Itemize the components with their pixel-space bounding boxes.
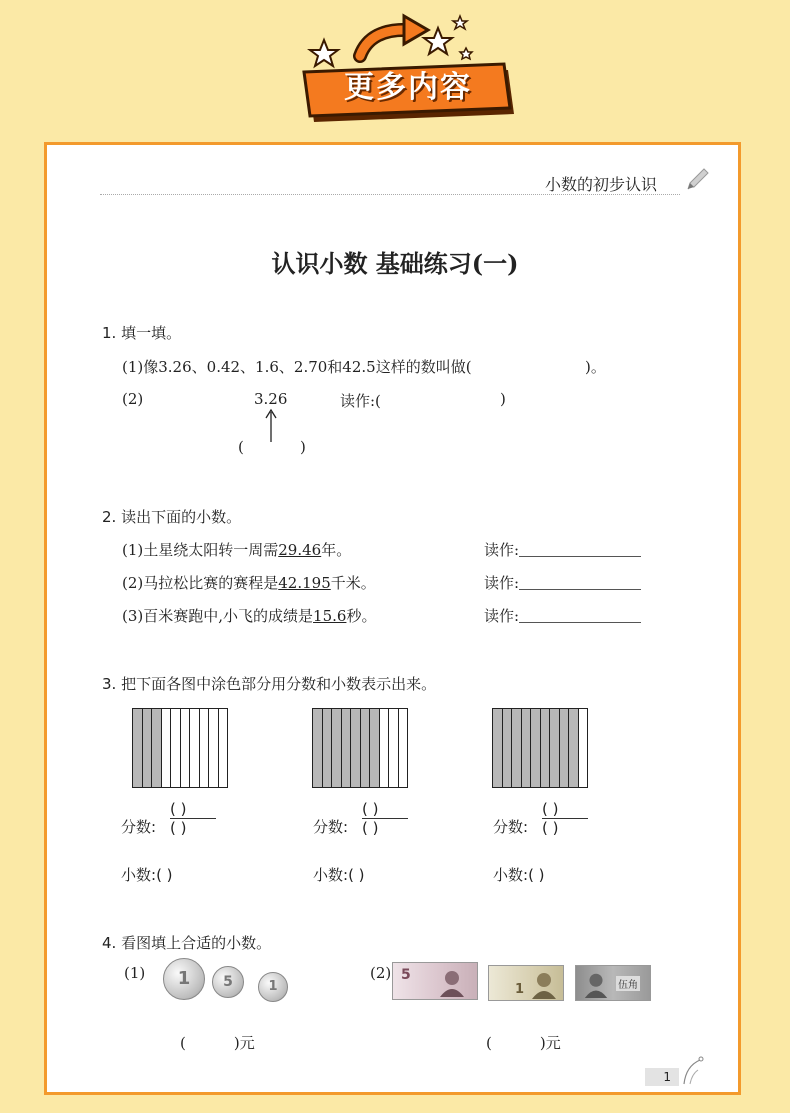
blank-strip [389,709,399,787]
question-4-label: 4. 看图填上合适的小数。 [102,934,272,952]
shaded-strip [133,709,143,787]
shaded-strip [143,709,153,787]
decimal-answer-1[interactable]: 小数:( ) [121,866,173,884]
page-swirl-icon [680,1054,706,1086]
blank-strip [171,709,181,787]
shaded-strip [560,709,570,787]
q1-part2-number: (2) [122,390,144,408]
q1-part2-read-label: 读作:( [340,392,381,410]
pencil-icon [684,165,710,191]
q2-item-2-read[interactable]: 读作: [484,572,641,593]
blank-strip [181,709,191,787]
q1-part1-end: )。 [585,358,606,376]
shaded-strip [332,709,342,787]
shaded-strip [541,709,551,787]
blank-strip [200,709,210,787]
decimal-answer-3[interactable]: 小数:( ) [493,866,545,884]
q2-item-1-read[interactable]: 读作: [484,539,641,560]
fraction-label-2: 分数: [313,818,349,836]
shaded-strip [323,709,333,787]
coin-five-jiao: 5 [212,966,244,998]
shaded-strip [370,709,380,787]
blank-strip [399,709,409,787]
shaded-strip [531,709,541,787]
question-3-label: 3. 把下面各图中涂色部分用分数和小数表示出来。 [102,675,437,693]
q4-part1-number: (1) [124,964,146,982]
shaded-strip [342,709,352,787]
portrait-icon [437,967,467,997]
fraction-grid-2 [312,708,408,788]
blank-strip [219,709,229,787]
coin-one-yuan: 1 [163,958,205,1000]
question-1-label: 1. 填一填。 [102,324,182,342]
q2-item-1: (1)土星绕太阳转一周需29.46年。 [122,541,352,559]
blank-strip [190,709,200,787]
banknote-five-jiao: 伍角 [575,965,651,1001]
blank-strip [209,709,219,787]
shaded-strip [512,709,522,787]
page-title: 认识小数 基础练习(一) [271,249,519,278]
q1-part2-value: 3.26 [254,390,288,408]
q2-item-3: (3)百米赛跑中,小飞的成绩是15.6秒。 [122,607,377,625]
banner-text[interactable]: 更多内容 [344,70,472,105]
fraction-answer-2[interactable]: ( ) ( ) [362,800,408,837]
shaded-strip [522,709,532,787]
q4-answer-1[interactable]: ( )元 [180,1034,255,1052]
shaded-strip [351,709,361,787]
q2-item-3-read[interactable]: 读作: [484,605,641,626]
banknote-five-yuan: 5 [392,962,478,1000]
shaded-strip [503,709,513,787]
page-number: 1 [645,1068,679,1086]
shaded-strip [550,709,560,787]
fraction-label-1: 分数: [121,818,157,836]
question-2-label: 2. 读出下面的小数。 [102,508,242,526]
fraction-label-3: 分数: [493,818,529,836]
q4-answer-2[interactable]: ( )元 [486,1034,561,1052]
header-divider [100,194,680,195]
shaded-strip [493,709,503,787]
portrait-icon [529,969,559,999]
q2-item-2: (2)马拉松比赛的赛程是42.195千米。 [122,574,376,592]
fraction-grid-3 [492,708,588,788]
up-arrow-icon [264,408,278,442]
fraction-answer-3[interactable]: ( ) ( ) [542,800,588,837]
shaded-strip [313,709,323,787]
q1-answer-paren-close: ) [300,438,306,456]
portrait-icon [582,970,610,998]
blank-strip [162,709,172,787]
q4-part2-number: (2) [370,964,392,982]
section-title: 小数的初步认识 [545,175,658,194]
q1-part1-text: (1)像3.26、0.42、1.6、2.70和42.5这样的数叫做( [122,358,472,376]
banknote-one-yuan: 1 [488,965,564,1001]
fraction-answer-1[interactable]: ( ) ( ) [170,800,216,837]
shaded-strip [361,709,371,787]
shaded-strip [569,709,579,787]
coin-one-jiao: 1 [258,972,288,1002]
decimal-answer-2[interactable]: 小数:( ) [313,866,365,884]
fraction-grid-1 [132,708,228,788]
shaded-strip [152,709,162,787]
blank-strip [579,709,589,787]
q1-answer-paren-open: ( [238,438,244,456]
blank-strip [380,709,390,787]
q1-part2-read-end: ) [500,390,506,408]
